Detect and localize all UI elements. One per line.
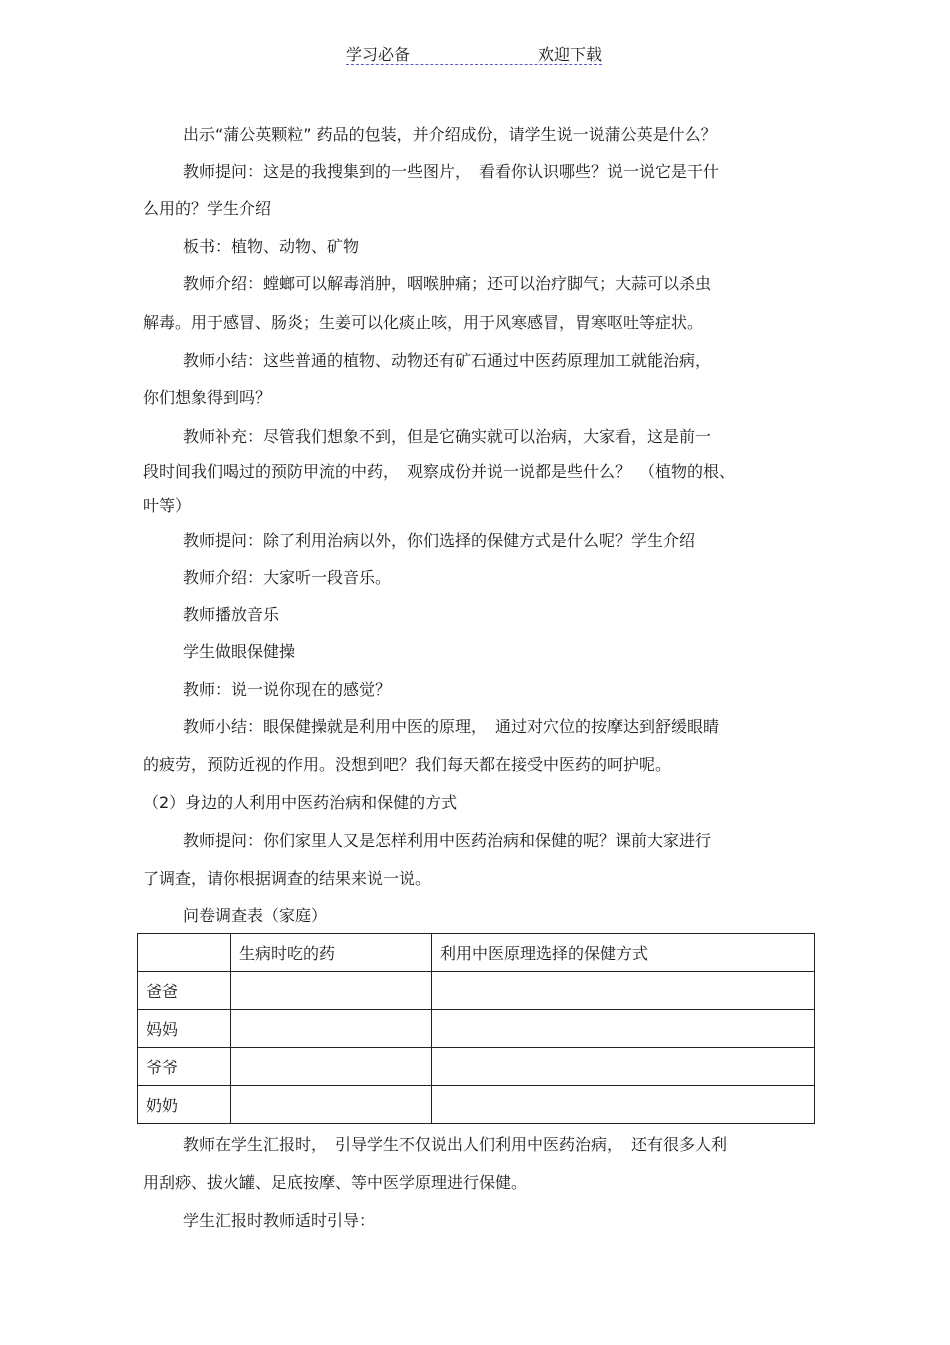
paragraph-line: 教师小结：眼保健操就是利用中医的原理， 通过对穴位的按摩达到舒缓眼睛 (183, 717, 720, 736)
paragraph-line: 教师介绍：大家听一段音乐。 (183, 568, 392, 587)
table-cell (231, 1010, 432, 1048)
table-row (138, 1086, 815, 1124)
header-left-text: 学习必备 (346, 45, 411, 64)
survey-table (137, 933, 815, 1124)
paragraph-line: 段时间我们喝过的预防甲流的中药， 观察成份并说一说都是些什么？ （植物的根、 (143, 462, 736, 481)
paragraph-line: 教师提问：这是的我搜集到的一些图片， 看看你认识哪些？说一说它是干什 (183, 162, 720, 181)
table-row (138, 1048, 815, 1086)
table-cell: 爷爷 (138, 1048, 231, 1086)
paragraph-line: 教师补充：尽管我们想象不到，但是它确实就可以治病，大家看，这是前一 (183, 427, 712, 446)
paragraph-line: 教师小结：这些普通的植物、动物还有矿石通过中医药原理加工就能治病， (183, 351, 712, 370)
table-caption: 问卷调查表（家庭） (183, 906, 328, 925)
table-cell: 爸爸 (138, 972, 231, 1010)
table-cell (432, 1010, 815, 1048)
table-cell (432, 972, 815, 1010)
paragraph-line: 解毒。用于感冒、肠炎；生姜可以化痰止咳，用于风寒感冒，胃寒呕吐等症状。 (143, 313, 704, 332)
paragraph-line: 的疲劳，预防近视的作用。没想到吧？我们每天都在接受中医药的呵护呢。 (143, 755, 672, 774)
paragraph-line: 学生汇报时教师适时引导： (183, 1211, 376, 1230)
header-dashed-rule (346, 64, 602, 65)
section-heading: （2）身边的人利用中医药治病和保健的方式 (143, 793, 458, 812)
table-row (138, 972, 815, 1010)
paragraph-line: 出示“蒲公英颗粒” 药品的包装，并介绍成份，请学生说一说蒲公英是什么？ (183, 125, 717, 144)
paragraph-line: 你们想象得到吗？ (143, 388, 272, 407)
table-cell: 妈妈 (138, 1010, 231, 1048)
table-header-cell (138, 934, 231, 972)
paragraph-line: 教师提问：你们家里人又是怎样利用中医药治病和保健的呢？课前大家进行 (183, 831, 712, 850)
table-cell (231, 1048, 432, 1086)
table-cell (231, 1086, 432, 1124)
table-header-cell: 生病时吃的药 (231, 934, 432, 972)
paragraph-line: 叶等） (143, 496, 192, 515)
page-header (346, 40, 602, 66)
paragraph-line: 教师：说一说你现在的感觉？ (183, 680, 392, 699)
paragraph-line: 教师提问：除了利用治病以外，你们选择的保健方式是什么呢？学生介绍 (183, 531, 696, 550)
table-cell (231, 972, 432, 1010)
table-header-cell: 利用中医原理选择的保健方式 (432, 934, 815, 972)
header-right-text: 欢迎下载 (537, 45, 602, 64)
paragraph-line: 教师介绍：螳螂可以解毒消肿，咽喉肿痛；还可以治疗脚气；大蒜可以杀虫 (183, 274, 712, 293)
paragraph-line: 板书：植物、动物、矿物 (183, 237, 360, 256)
paragraph-line: 教师播放音乐 (183, 605, 280, 624)
table-cell (432, 1048, 815, 1086)
paragraph-line: 了调查，请你根据调查的结果来说一说。 (143, 869, 432, 888)
table-row (138, 1010, 815, 1048)
table-cell: 奶奶 (138, 1086, 231, 1124)
table-cell (432, 1086, 815, 1124)
paragraph-line: 教师在学生汇报时， 引导学生不仅说出人们利用中医药治病， 还有很多人利 (183, 1135, 728, 1154)
paragraph-line: 学生做眼保健操 (183, 642, 296, 661)
paragraph-line: 用刮痧、拔火罐、足底按摩、等中医学原理进行保健。 (143, 1173, 528, 1192)
paragraph-line: 么用的？学生介绍 (143, 199, 272, 218)
table-header-row (138, 934, 815, 972)
